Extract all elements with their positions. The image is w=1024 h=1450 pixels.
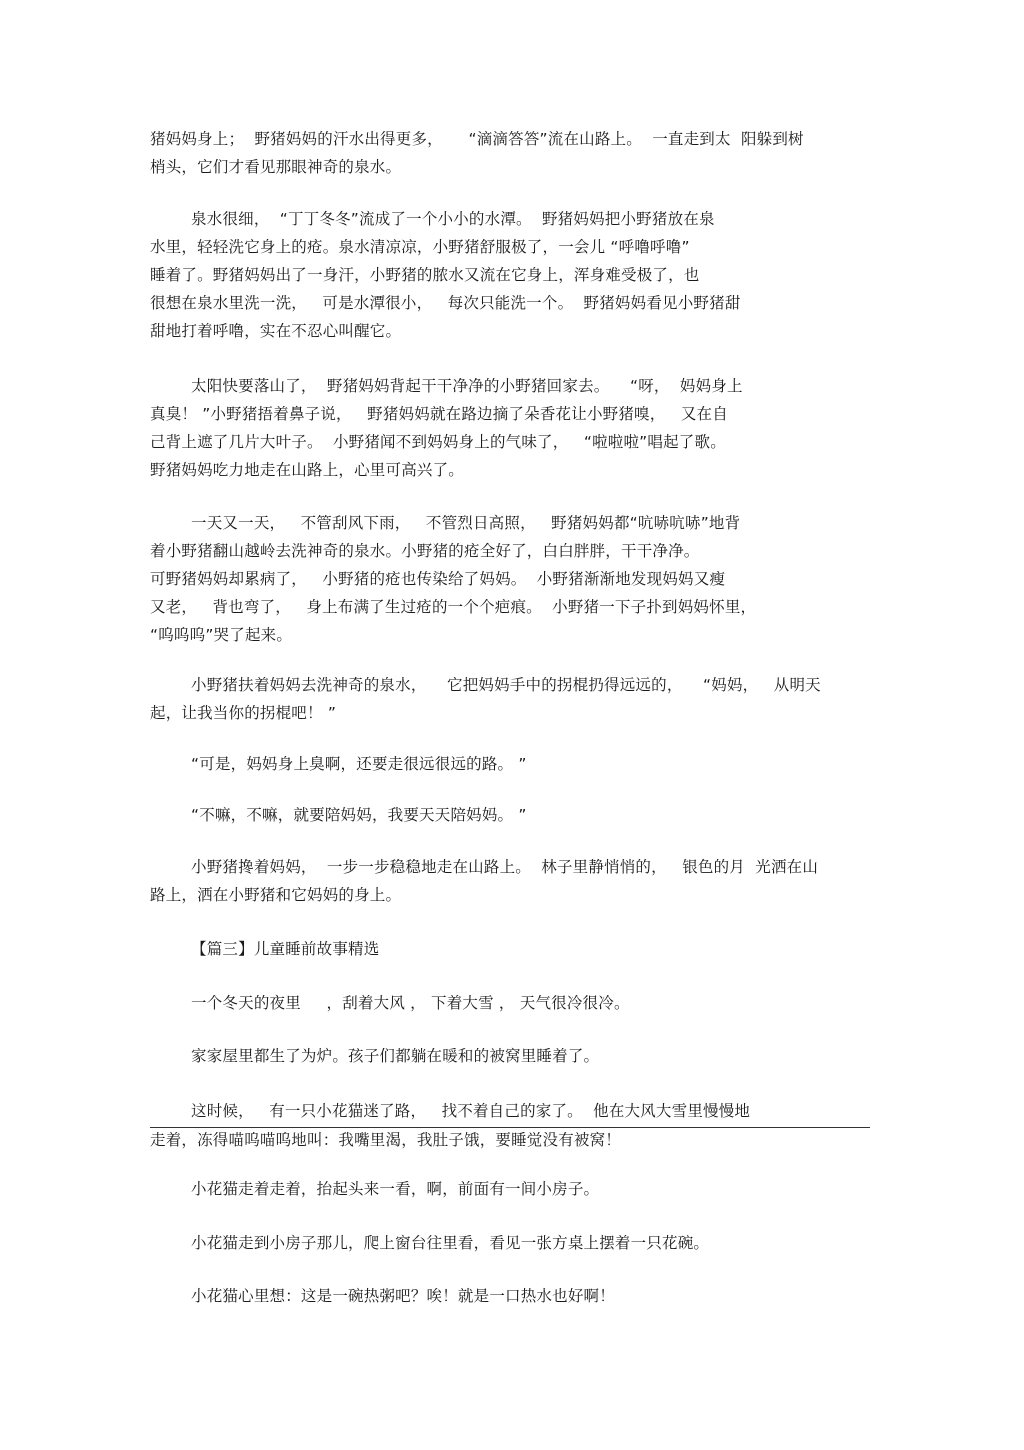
text-line: 家家屋里都生了为炉。孩子们都躺在暖和的被窝里睡着了。	[150, 1047, 600, 1065]
text-line: 着小野猪翻山越岭去洗神奇的泉水。小野猪的疮全好了，白白胖胖，干干净净。	[150, 542, 700, 560]
text-line: 小花猫走到小房子那儿，爬上窗台往里看，看见一张方桌上摆着一只花碗。	[150, 1234, 710, 1252]
text-line: 这时候， 有一只小花猫迷了路， 找不着自己的家了。 他在大风大雪里慢慢地	[150, 1102, 751, 1120]
text-line: 一天又一天， 不管刮风下雨， 不管烈日高照， 野猪妈妈都“吭哧吭哧”地背	[150, 514, 741, 532]
section-heading: 【篇三】儿童睡前故事精选	[150, 940, 380, 958]
divider-rule	[150, 1127, 870, 1128]
text-line: 走着，冻得喵呜喵呜地叫：我嘴里渴，我肚子饿，要睡觉没有被窝！	[150, 1131, 622, 1149]
text-line: 猪妈妈身上； 野猪妈妈的汗水出得更多， “滴滴答答”流在山路上。 一直走到太 阳躲到树	[150, 130, 804, 148]
text-line: “不嘛，不嘛，就要陪妈妈，我要天天陪妈妈。 ”	[150, 806, 527, 824]
text-line: 小野猪搀着妈妈， 一步一步稳稳地走在山路上。 林子里静悄悄的， 银色的月 光洒在山	[150, 858, 819, 876]
text-line: 己背上遮了几片大叶子。 小野猪闻不到妈妈身上的气味了， “啦啦啦”唱起了歌。	[150, 433, 726, 451]
text-line: 野猪妈妈吃力地走在山路上，心里可高兴了。	[150, 461, 465, 479]
text-line: 很想在泉水里洗一洗， 可是水潭很小， 每次只能洗一个。 野猪妈妈看见小野猪甜	[150, 294, 741, 312]
text-line: “可是，妈妈身上臭啊，还要走很远很远的路。 ”	[150, 755, 527, 773]
text-line: 又老， 背也弯了， 身上布满了生过疮的一个个疤痕。 小野猪一下子扑到妈妈怀里，	[150, 598, 757, 616]
text-line: 小花猫走着走着，抬起头来一看，啊，前面有一间小房子。	[150, 1180, 600, 1198]
text-line: 一个冬天的夜里 ，刮着大风 ， 下着大雪 ， 天气很冷很冷。	[150, 994, 630, 1012]
text-line: 太阳快要落山了， 野猪妈妈背起干干净净的小野猪回家去。 “呀， 妈妈身上	[150, 377, 743, 395]
text-line: 起，让我当你的拐棍吧！ ”	[150, 704, 337, 722]
text-line: 真臭！ ”小野猪捂着鼻子说， 野猪妈妈就在路边摘了朵香花让小野猪嗅， 又在自	[150, 405, 728, 423]
text-line: 水里，轻轻洗它身上的疮。泉水清凉凉，小野猪舒服极了，一会儿 “呼噜呼噜”	[150, 238, 690, 256]
text-line: 甜地打着呼噜，实在不忍心叫醒它。	[150, 322, 402, 340]
text-line: 泉水很细， “丁丁冬冬”流成了一个小小的水潭。 野猪妈妈把小野猪放在泉	[150, 210, 715, 228]
text-line: “呜呜呜”哭了起来。	[150, 626, 293, 644]
text-line: 梢头，它们才看见那眼神奇的泉水。	[150, 158, 402, 176]
text-line: 小野猪扶着妈妈去洗神奇的泉水， 它把妈妈手中的拐棍扔得远远的， “妈妈， 从明天	[150, 676, 821, 694]
text-line: 可野猪妈妈却累病了， 小野猪的疮也传染给了妈妈。 小野猪渐渐地发现妈妈又瘦	[150, 570, 726, 588]
text-line: 路上，洒在小野猪和它妈妈的身上。	[150, 886, 402, 904]
text-line: 睡着了。野猪妈妈出了一身汗，小野猪的脓水又流在它身上，浑身难受极了，也	[150, 266, 700, 284]
text-line: 小花猫心里想：这是一碗热粥吧？唉！就是一口热水也好啊！	[150, 1287, 615, 1305]
